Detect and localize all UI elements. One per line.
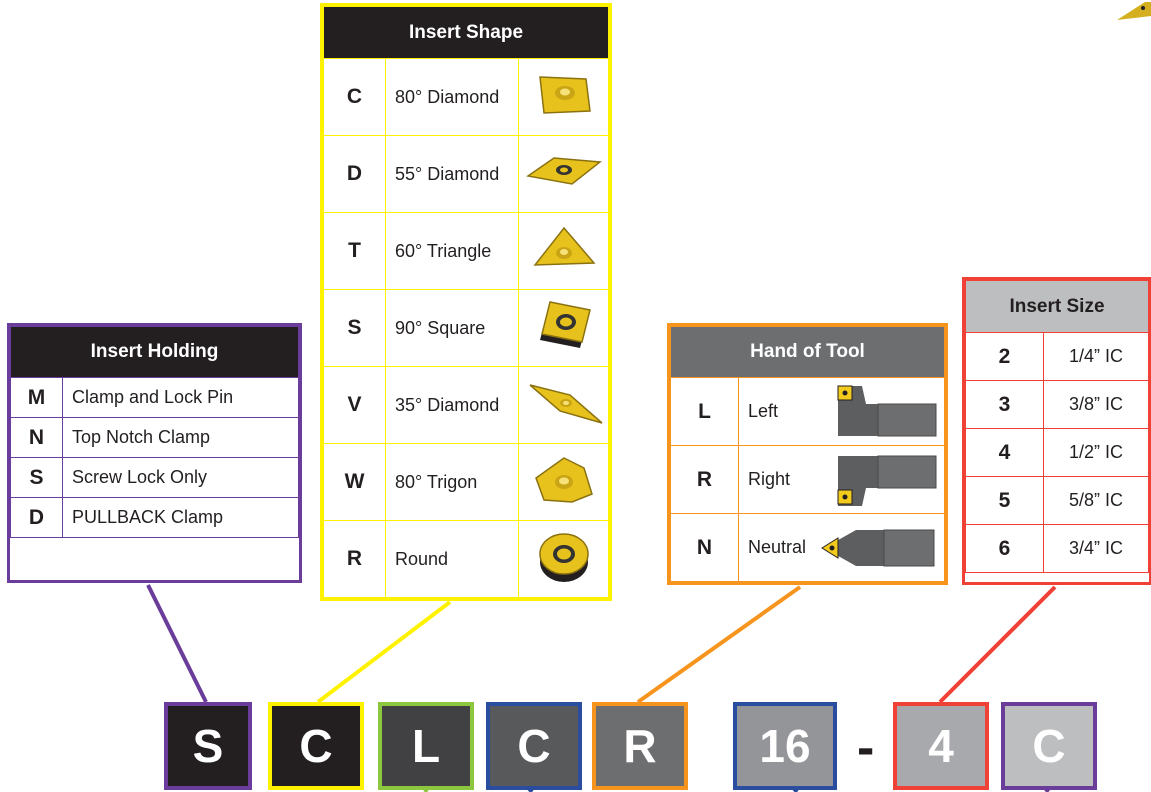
table-row — [966, 381, 1149, 429]
table-row — [324, 136, 609, 213]
shape-code: D — [324, 136, 386, 213]
code-box-last-c — [1001, 702, 1097, 790]
hand-connector — [638, 587, 800, 702]
code-char: 4 — [928, 720, 954, 772]
code-char: C — [299, 720, 333, 772]
holding-label: Top Notch Clamp — [63, 418, 299, 458]
table-row — [966, 477, 1149, 525]
code-box-c — [486, 702, 582, 790]
hand-of-tool-table — [670, 326, 945, 582]
left-hand-tool-icon — [828, 384, 938, 440]
table-row — [324, 444, 609, 521]
size-code: 5 — [966, 477, 1044, 525]
size-code: 4 — [966, 429, 1044, 477]
insert-size-panel — [962, 277, 1151, 585]
shape-code: S — [324, 290, 386, 367]
table-row — [324, 59, 609, 136]
corner-insert-icon — [1115, 0, 1151, 22]
insert-shape-table — [323, 6, 609, 598]
table-row — [11, 418, 299, 458]
holding-label: Clamp and Lock Pin — [63, 378, 299, 418]
insert-holding-panel — [7, 323, 302, 583]
shape-label: 80° Diamond — [386, 59, 519, 136]
code-separator: - — [857, 719, 875, 777]
triangle-insert-icon — [531, 225, 597, 273]
shape-label: Round — [386, 521, 519, 598]
insert-size-table — [965, 280, 1149, 573]
holding-label: PULLBACK Clamp — [63, 498, 299, 538]
hand-code: L — [671, 378, 739, 446]
size-label: 5/8” IC — [1044, 477, 1149, 525]
shape-label: 60° Triangle — [386, 213, 519, 290]
neutral-tool-icon — [818, 522, 938, 574]
table-row — [324, 521, 609, 598]
hand-code: N — [671, 514, 739, 582]
table-row — [671, 378, 945, 446]
table-row — [671, 446, 945, 514]
square-insert-icon — [534, 298, 594, 354]
diamond-80-insert-icon — [534, 73, 594, 117]
code-box-l — [378, 702, 474, 790]
shape-label: 90° Square — [386, 290, 519, 367]
size-label: 1/2” IC — [1044, 429, 1149, 477]
hand-of-tool-panel — [667, 323, 948, 585]
insert-holding-title: Insert Holding — [11, 327, 299, 378]
holding-code: M — [11, 378, 63, 418]
hand-code: R — [671, 446, 739, 514]
size-label: 1/4” IC — [1044, 333, 1149, 381]
shape-code: T — [324, 213, 386, 290]
shape-code: V — [324, 367, 386, 444]
table-row — [324, 367, 609, 444]
hand-label: Right — [748, 469, 791, 489]
size-connector — [940, 587, 1055, 702]
hand-of-tool-title: Hand of Tool — [671, 327, 945, 378]
code-box-hand — [592, 702, 688, 790]
table-row — [966, 525, 1149, 573]
holding-code: S — [11, 458, 63, 498]
holding-code: N — [11, 418, 63, 458]
insert-shape-title: Insert Shape — [324, 7, 609, 59]
code-char: 16 — [759, 720, 811, 772]
size-label: 3/8” IC — [1044, 381, 1149, 429]
table-row — [324, 213, 609, 290]
table-row — [966, 333, 1149, 381]
code-box-16 — [733, 702, 837, 790]
size-label: 3/4” IC — [1044, 525, 1149, 573]
table-row — [11, 378, 299, 418]
shape-connector — [318, 602, 450, 702]
shape-code: W — [324, 444, 386, 521]
right-hand-tool-icon — [828, 452, 938, 508]
code-char: S — [192, 720, 224, 772]
trigon-insert-icon — [532, 454, 596, 506]
size-code: 6 — [966, 525, 1044, 573]
code-box-shape — [268, 702, 364, 790]
insert-size-title: Insert Size — [966, 281, 1149, 333]
table-row — [671, 514, 945, 582]
table-row — [11, 458, 299, 498]
code-char: L — [411, 720, 441, 772]
shape-label: 35° Diamond — [386, 367, 519, 444]
table-row — [324, 290, 609, 367]
holding-label: Screw Lock Only — [63, 458, 299, 498]
holding-code: D — [11, 498, 63, 538]
size-code: 3 — [966, 381, 1044, 429]
diamond-55-insert-icon — [524, 150, 604, 194]
size-code: 2 — [966, 333, 1044, 381]
shape-label: 55° Diamond — [386, 136, 519, 213]
round-insert-icon — [534, 526, 594, 588]
hand-label: Left — [748, 401, 779, 421]
shape-code: R — [324, 521, 386, 598]
diamond-35-insert-icon — [524, 377, 604, 429]
code-char: R — [623, 720, 657, 772]
code-box-size — [893, 702, 989, 790]
insert-holding-table — [10, 326, 299, 538]
table-row — [11, 498, 299, 538]
code-char: C — [517, 720, 551, 772]
hand-label: Neutral — [748, 537, 807, 557]
shape-label: 80° Trigon — [386, 444, 519, 521]
insert-shape-panel — [320, 3, 612, 601]
table-row — [966, 429, 1149, 477]
holding-connector — [148, 585, 206, 702]
code-char: C — [1032, 720, 1066, 772]
shape-code: C — [324, 59, 386, 136]
code-box-holding — [164, 702, 252, 790]
